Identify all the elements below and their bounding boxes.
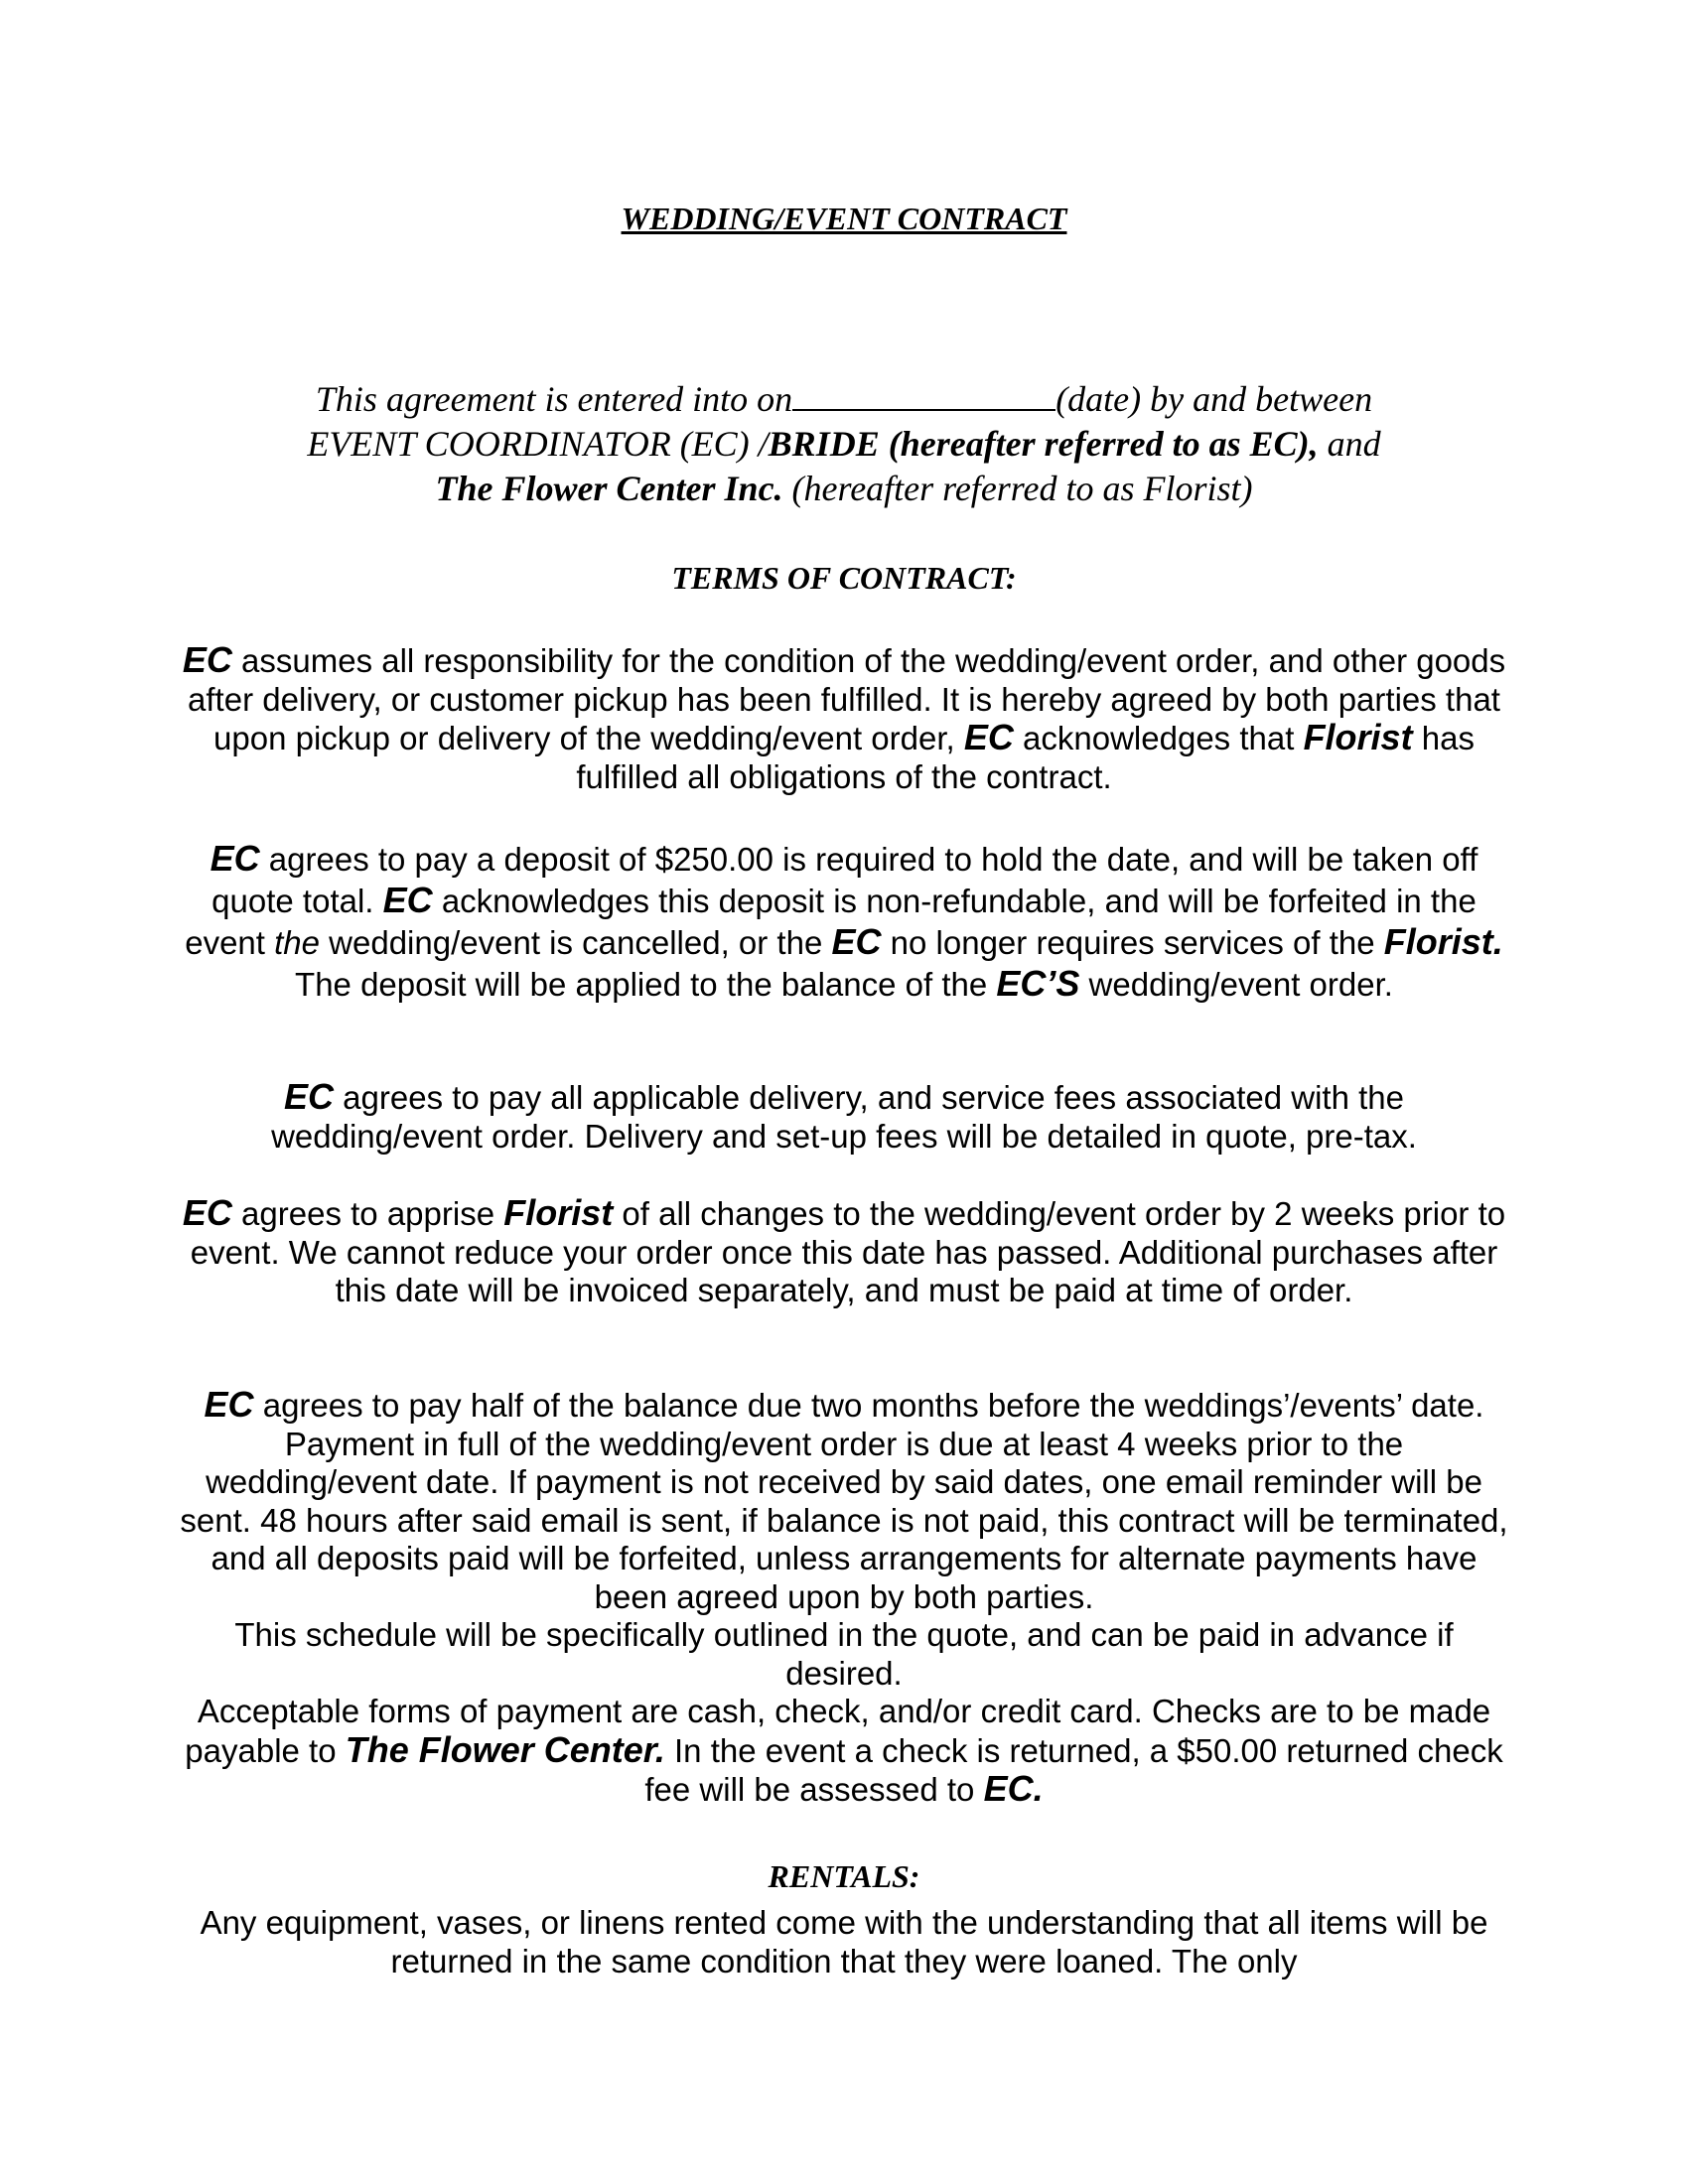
paragraph-fees: [179, 1078, 1509, 1156]
paragraph-payment: [179, 1386, 1509, 1810]
paragraph-responsibility: [179, 641, 1509, 796]
p4-text-a: agrees to apprise: [231, 1195, 504, 1232]
p1-text-b: acknowledges that: [1013, 720, 1304, 756]
p5-text-c: Acceptable forms of payment are cash, check, and/or credit card. Checks are to be made payable to: [185, 1693, 1491, 1769]
ec-label: EC: [382, 880, 433, 920]
p5-text-a: agrees to pay half of the balance due two months before the weddings’/events’ date. Payment in full of the wedding/event order is due at least 4 weeks prior to the wedding/event date. If payment is not received by said dates, one email reminder will be sent. 48 hours after said email is sent, if balance is not paid, this contract will be terminated, and all deposits paid will be forfeited, unless arrangements for alternate payments have been agreed upon by both parties.: [180, 1387, 1508, 1615]
intro-bold-bride: BRIDE (hereafter referred to as EC),: [768, 424, 1319, 464]
ec-label: EC.: [983, 1768, 1044, 1809]
p2-the-italic: the: [274, 924, 320, 961]
p2-text-b: acknowledges this deposit is non-refundable, and will be forfeited in the event: [185, 883, 1477, 961]
p1-text-c: has fulfilled all obligations of the contract.: [576, 720, 1475, 795]
rentals-heading: RENTALS:: [768, 1858, 920, 1894]
intro-text-5: (hereafter referred to as Florist): [782, 469, 1253, 508]
p3-text-a: agrees to pay all applicable delivery, and service fees associated with the wedding/event order. Delivery and set-up fees will be detailed in quote, pre-tax.: [271, 1079, 1417, 1155]
p2-text-a: agrees to pay a deposit of $250.00 is required to hold the date, and will be taken off quote total.: [211, 841, 1478, 919]
florist-label: Florist: [503, 1192, 614, 1233]
florist-label: Florist: [1303, 717, 1413, 757]
ec-label: EC: [283, 1076, 334, 1117]
ec-label: EC: [210, 838, 260, 879]
ec-label: EC: [963, 717, 1014, 757]
p2-text-d: no longer requires services of the: [881, 924, 1384, 961]
ec-label: EC: [204, 1384, 254, 1425]
p2-text-f: wedding/event order.: [1079, 966, 1393, 1003]
intro-paragraph: [159, 377, 1529, 511]
p4-text-b: of all changes to the wedding/event order by 2 weeks prior to event. We cannot reduce your order once this date has passed. Additional purchases after this date will be invoiced separately, and must be paid at time of order.: [190, 1195, 1506, 1308]
paragraph-changes: [179, 1194, 1509, 1310]
company-label: The Flower Center.: [345, 1728, 665, 1770]
terms-heading: TERMS OF CONTRACT:: [671, 560, 1017, 596]
p5-text-d: In the event a check is returned, a $50.00 returned check fee will be assessed to: [644, 1731, 1503, 1808]
intro-text-2: (date) by and between: [1055, 379, 1373, 419]
p5-text-b: This schedule will be specifically outlined in the quote, and can be paid in advance if desired.: [234, 1616, 1454, 1692]
document-title: WEDDING/EVENT CONTRACT: [621, 201, 1067, 236]
intro-text-1: This agreement is entered into on: [315, 379, 793, 419]
intro-text-4: and: [1318, 424, 1381, 464]
ecs-label: EC’S: [996, 963, 1080, 1004]
florist-label: Florist.: [1383, 921, 1503, 962]
p2-text-e: The deposit will be applied to the balance of the: [295, 966, 997, 1003]
ec-label: EC: [182, 1192, 232, 1233]
p2-text-c: wedding/event is cancelled, or the: [320, 924, 832, 961]
p1-text-a: assumes all responsibility for the condition of the wedding/event order, and other goods after delivery, or customer pickup has been fulfilled. It is hereby agreed by both parties that upon pickup or delivery of the wedding/event order,: [188, 642, 1506, 756]
p6-text-a: Any equipment, vases, or linens rented come with the understanding that all items will be returned in the same condition that they were loaned. The only: [200, 1904, 1488, 1979]
intro-bold-company: The Flower Center Inc.: [435, 469, 783, 508]
paragraph-deposit: [179, 838, 1509, 1005]
paragraph-rentals: [179, 1904, 1509, 1980]
intro-text-3: EVENT COORDINATOR (EC) /: [307, 424, 769, 464]
ec-label: EC: [831, 921, 882, 962]
ec-label: EC: [182, 639, 232, 680]
date-blank-line: [792, 377, 1055, 411]
